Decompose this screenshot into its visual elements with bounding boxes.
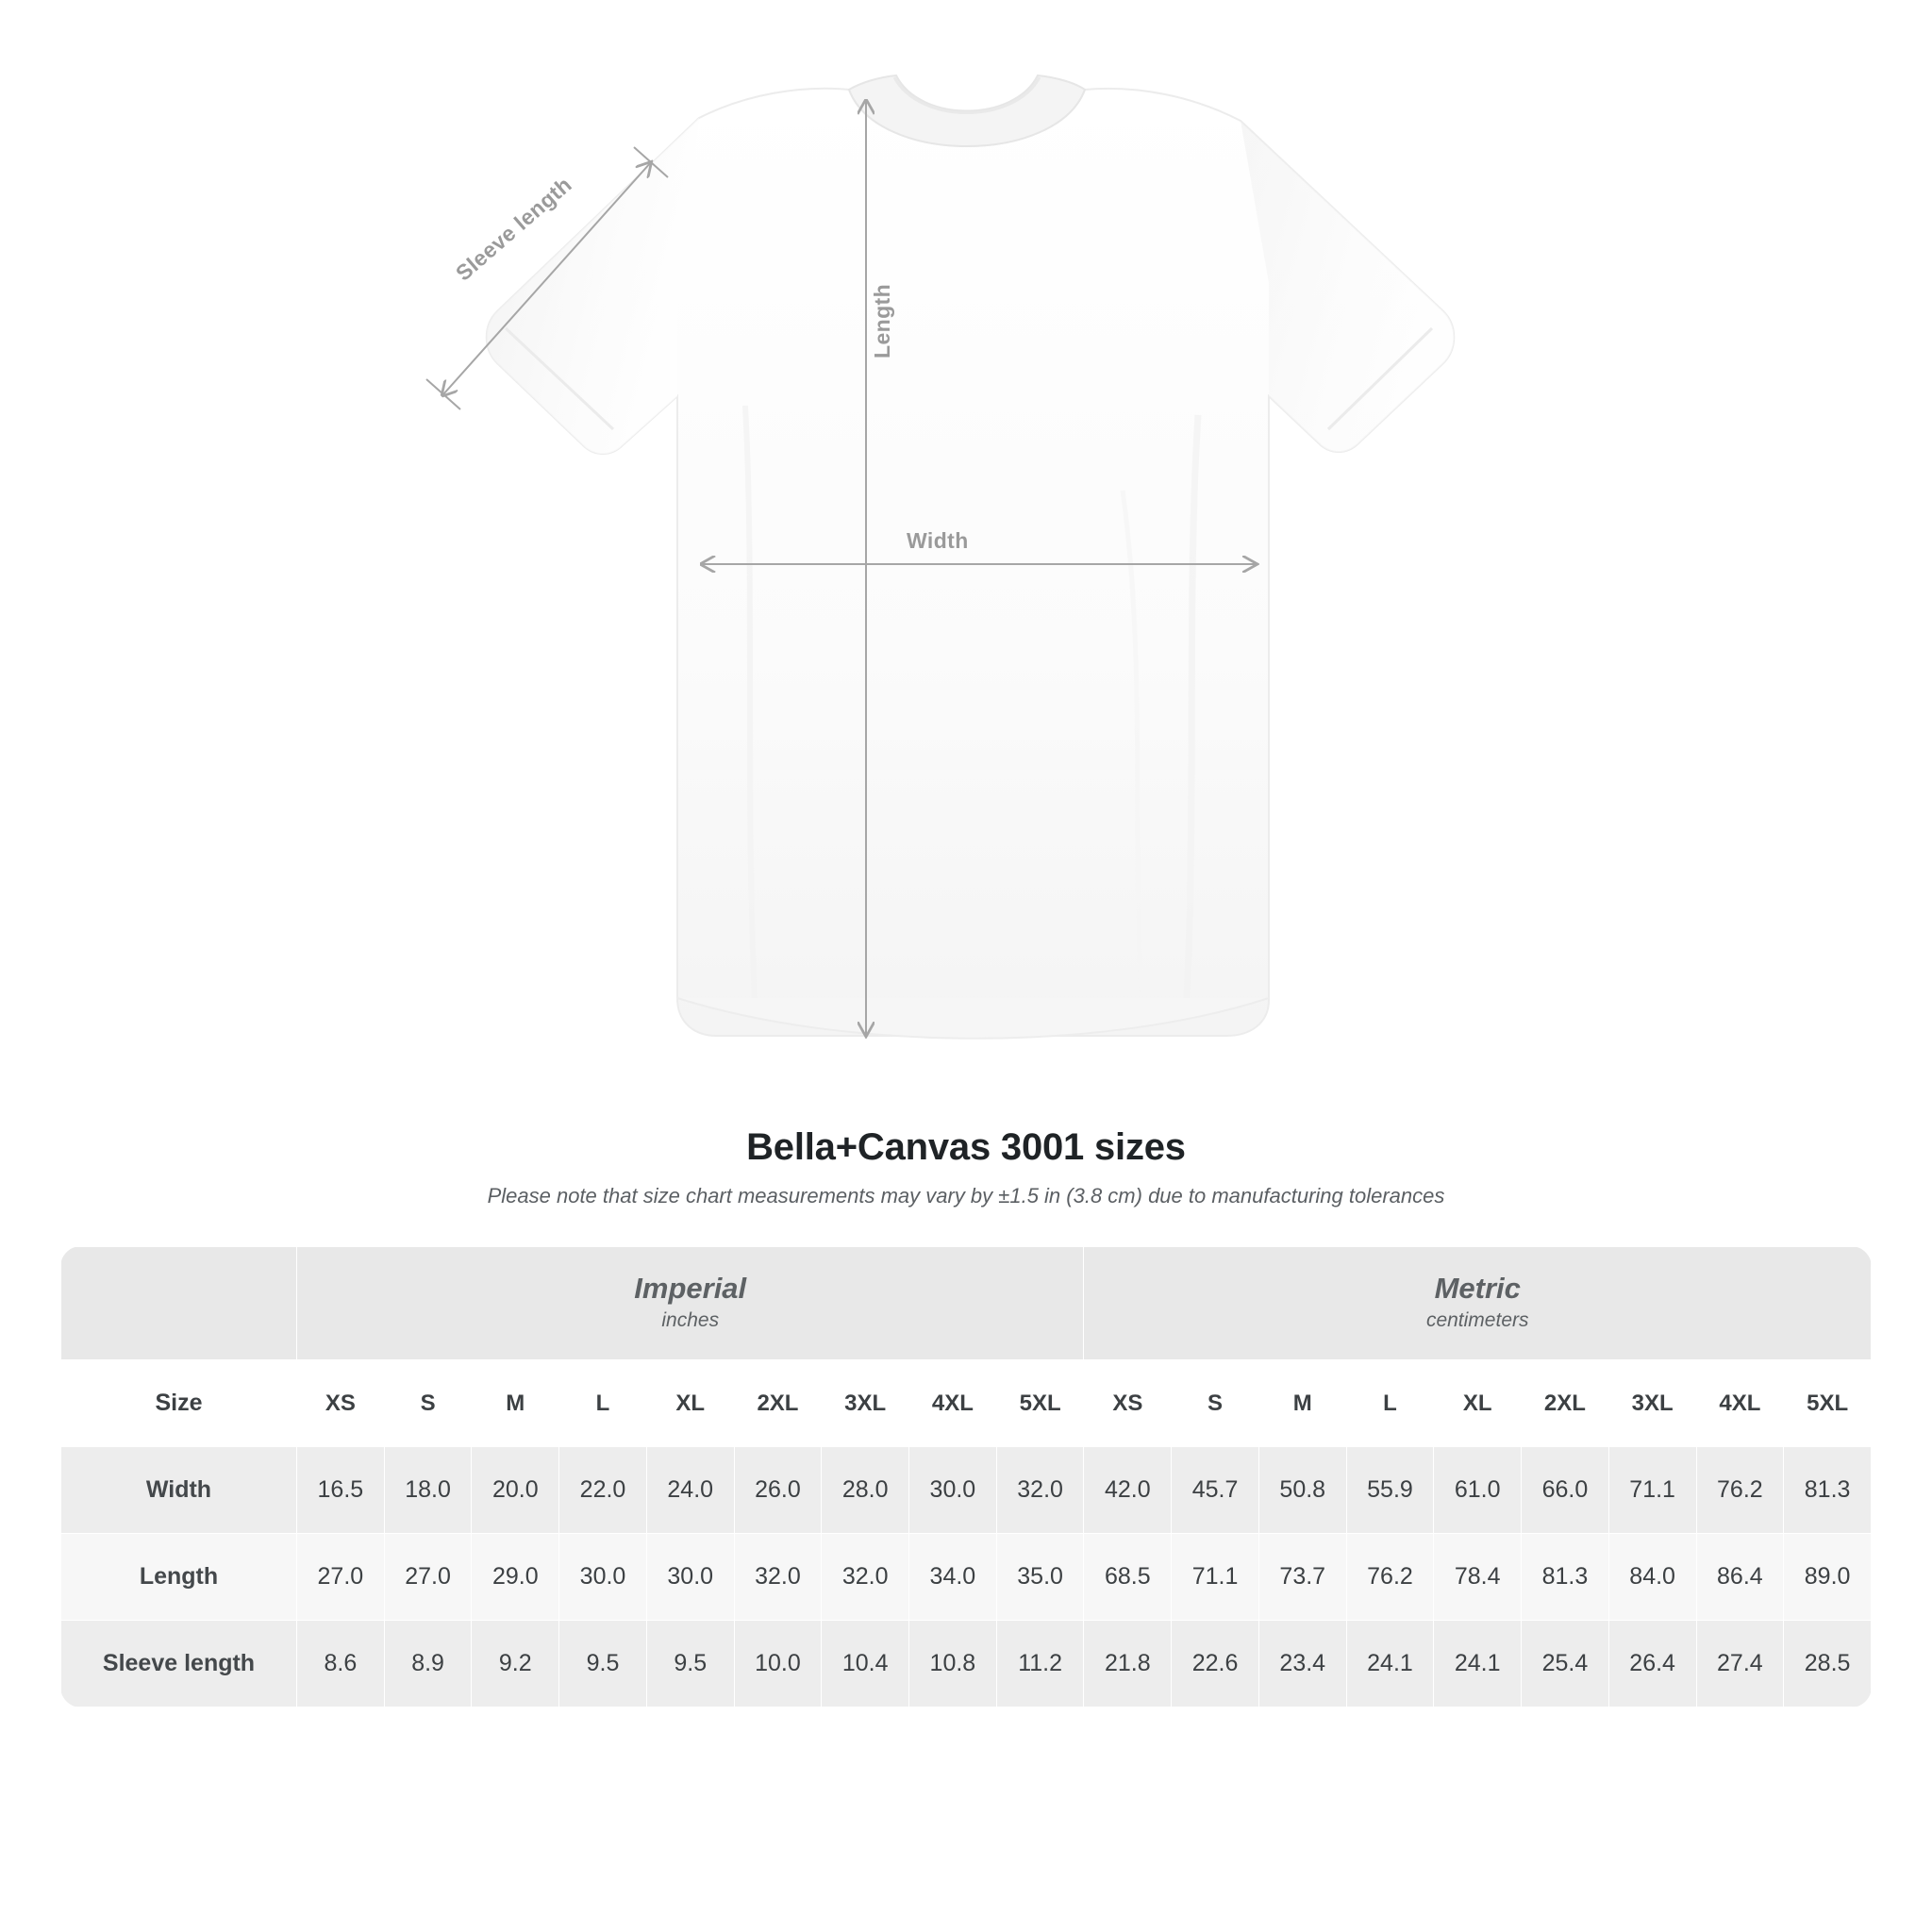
length-imperial-3xl: 32.0 (822, 1534, 909, 1621)
sleeve-metric-xs: 21.8 (1084, 1621, 1172, 1707)
title-block (0, 1126, 1932, 1208)
unit-group-imperial-unit: inches (661, 1308, 720, 1331)
sleeve-imperial-l: 9.5 (559, 1621, 647, 1707)
sleeve-metric-xl: 24.1 (1434, 1621, 1522, 1707)
length-metric-xs: 68.5 (1084, 1534, 1172, 1621)
sleeve-metric-2xl: 25.4 (1522, 1621, 1609, 1707)
width-metric-xl: 61.0 (1434, 1447, 1522, 1534)
row-label-width: Width (61, 1447, 297, 1534)
size-header-metric-4xl: 4XL (1696, 1360, 1784, 1447)
sleeve-length-dimension-label: Sleeve length (451, 172, 576, 286)
width-imperial-xl: 24.0 (646, 1447, 734, 1534)
sleeve-metric-5xl: 28.5 (1784, 1621, 1872, 1707)
length-metric-l: 76.2 (1346, 1534, 1434, 1621)
width-dimension-label: Width (907, 528, 969, 553)
length-metric-4xl: 86.4 (1696, 1534, 1784, 1621)
width-metric-5xl: 81.3 (1784, 1447, 1872, 1534)
unit-group-metric (1084, 1247, 1872, 1360)
sleeve-metric-3xl: 26.4 (1608, 1621, 1696, 1707)
length-imperial-m: 29.0 (472, 1534, 559, 1621)
width-imperial-2xl: 26.0 (734, 1447, 822, 1534)
size-header-imperial-xs: XS (297, 1360, 385, 1447)
size-header-metric-5xl: 5XL (1784, 1360, 1872, 1447)
width-imperial-xs: 16.5 (297, 1447, 385, 1534)
length-metric-m: 73.7 (1258, 1534, 1346, 1621)
sleeve-imperial-4xl: 10.8 (909, 1621, 997, 1707)
size-header-metric-xl: XL (1434, 1360, 1522, 1447)
sleeve-imperial-s: 8.9 (384, 1621, 472, 1707)
width-imperial-5xl: 32.0 (996, 1447, 1084, 1534)
size-header-imperial-4xl: 4XL (909, 1360, 997, 1447)
size-header-row (61, 1360, 1872, 1447)
row-label-length: Length (61, 1534, 297, 1621)
width-imperial-l: 22.0 (559, 1447, 647, 1534)
unit-header-corner (61, 1247, 297, 1360)
sleeve-imperial-2xl: 10.0 (734, 1621, 822, 1707)
sleeve-metric-4xl: 27.4 (1696, 1621, 1784, 1707)
length-imperial-l: 30.0 (559, 1534, 647, 1621)
unit-group-imperial (297, 1247, 1084, 1360)
unit-group-metric-unit: centimeters (1425, 1308, 1529, 1331)
sleeve-imperial-5xl: 11.2 (996, 1621, 1084, 1707)
size-table-wrapper (60, 1246, 1872, 1707)
unit-group-metric-name: Metric (1434, 1271, 1521, 1305)
size-header-metric-2xl: 2XL (1522, 1360, 1609, 1447)
length-imperial-2xl: 32.0 (734, 1534, 822, 1621)
width-imperial-4xl: 30.0 (909, 1447, 997, 1534)
sleeve-metric-s: 22.6 (1172, 1621, 1259, 1707)
table-row (61, 1621, 1872, 1707)
length-dimension-label: Length (870, 283, 894, 358)
width-metric-3xl: 71.1 (1608, 1447, 1696, 1534)
length-imperial-5xl: 35.0 (996, 1534, 1084, 1621)
width-metric-xs: 42.0 (1084, 1447, 1172, 1534)
sleeve-imperial-xl: 9.5 (646, 1621, 734, 1707)
size-header-imperial-3xl: 3XL (822, 1360, 909, 1447)
unit-group-imperial-name: Imperial (634, 1271, 747, 1305)
length-imperial-xs: 27.0 (297, 1534, 385, 1621)
sleeve-imperial-xs: 8.6 (297, 1621, 385, 1707)
sleeve-metric-l: 24.1 (1346, 1621, 1434, 1707)
size-table (60, 1246, 1872, 1707)
size-header-imperial-s: S (384, 1360, 472, 1447)
width-metric-4xl: 76.2 (1696, 1447, 1784, 1534)
width-imperial-m: 20.0 (472, 1447, 559, 1534)
width-metric-m: 50.8 (1258, 1447, 1346, 1534)
unit-header-row (61, 1247, 1872, 1360)
size-header-metric-xs: XS (1084, 1360, 1172, 1447)
size-header-metric-m: M (1258, 1360, 1346, 1447)
tolerance-note: Please note that size chart measurements may vary by ±1.5 in (3.8 cm) due to manufacturing tolerances (487, 1184, 1445, 1208)
sleeve-imperial-m: 9.2 (472, 1621, 559, 1707)
length-imperial-xl: 30.0 (646, 1534, 734, 1621)
size-header-metric-l: L (1346, 1360, 1434, 1447)
width-metric-s: 45.7 (1172, 1447, 1259, 1534)
page-title: Bella+Canvas 3001 sizes (746, 1126, 1186, 1168)
length-metric-s: 71.1 (1172, 1534, 1259, 1621)
sleeve-imperial-3xl: 10.4 (822, 1621, 909, 1707)
width-imperial-s: 18.0 (384, 1447, 472, 1534)
width-metric-l: 55.9 (1346, 1447, 1434, 1534)
row-label-sleeve-length: Sleeve length (61, 1621, 297, 1707)
length-imperial-s: 27.0 (384, 1534, 472, 1621)
width-metric-2xl: 66.0 (1522, 1447, 1609, 1534)
size-header-imperial-5xl: 5XL (996, 1360, 1084, 1447)
length-metric-5xl: 89.0 (1784, 1534, 1872, 1621)
size-header-metric-3xl: 3XL (1608, 1360, 1696, 1447)
table-row (61, 1447, 1872, 1534)
length-metric-xl: 78.4 (1434, 1534, 1522, 1621)
length-imperial-4xl: 34.0 (909, 1534, 997, 1621)
size-header-imperial-2xl: 2XL (734, 1360, 822, 1447)
size-header-imperial-xl: XL (646, 1360, 734, 1447)
sleeve-metric-m: 23.4 (1258, 1621, 1346, 1707)
size-header-imperial-m: M (472, 1360, 559, 1447)
size-header-imperial-l: L (559, 1360, 647, 1447)
size-header-metric-s: S (1172, 1360, 1259, 1447)
size-header-label: Size (61, 1360, 297, 1447)
length-metric-3xl: 84.0 (1608, 1534, 1696, 1621)
length-metric-2xl: 81.3 (1522, 1534, 1609, 1621)
table-row (61, 1534, 1872, 1621)
width-imperial-3xl: 28.0 (822, 1447, 909, 1534)
